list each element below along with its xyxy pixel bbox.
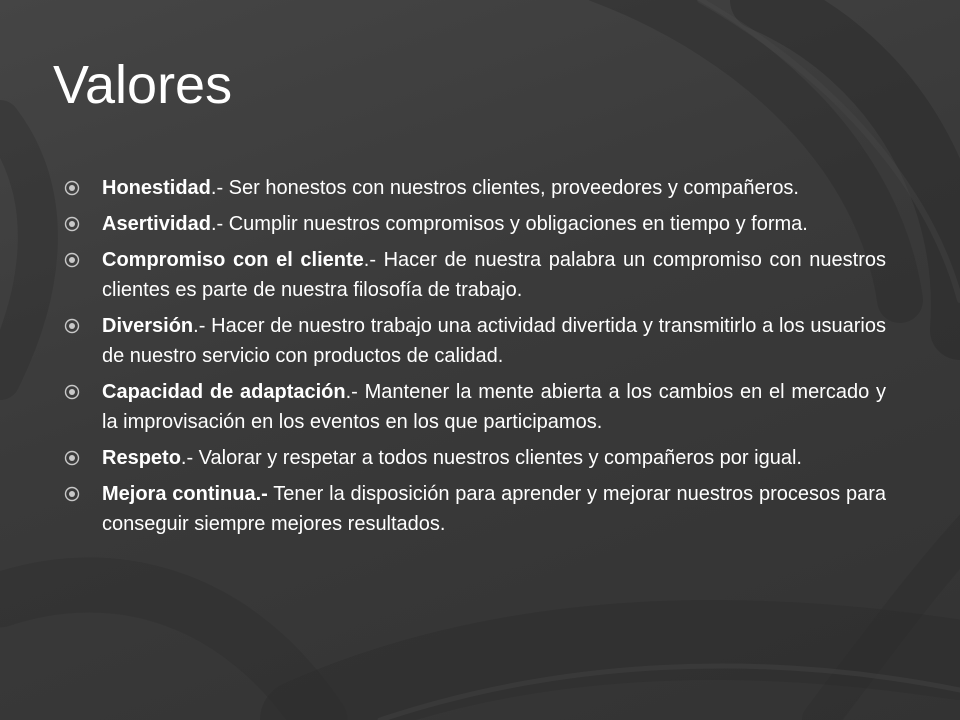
list-item-description: .- Mantener la mente abierta a los cambios en el mercado y la improvisación en los eventos en los que participamos. xyxy=(102,381,886,433)
list-item-term: Respeto xyxy=(102,447,181,469)
circle-dot-icon xyxy=(64,443,102,473)
slide-title: Valores xyxy=(53,55,233,115)
list-item-term: Asertividad xyxy=(102,213,211,235)
list-item-text xyxy=(102,443,886,473)
list-item-term: Capacidad de adaptación xyxy=(102,381,346,403)
list-item-term: Mejora continua.- xyxy=(102,483,268,505)
list-item-description: .- Hacer de nuestra palabra un compromiso con nuestros clientes es parte de nuestra filosofía de trabajo. xyxy=(102,249,886,301)
circle-dot-icon xyxy=(64,245,102,275)
circle-dot-icon xyxy=(64,173,102,203)
list-item-text xyxy=(102,479,886,539)
list-item-description: .- Cumplir nuestros compromisos y obligaciones en tiempo y forma. xyxy=(210,213,808,235)
list-item-text xyxy=(102,377,886,437)
list-item xyxy=(64,209,886,239)
list-item-text xyxy=(102,173,886,203)
list-item-text xyxy=(102,311,886,371)
list-item-text xyxy=(102,245,886,305)
list-item-description: Tener la disposición para aprender y mejorar nuestros procesos para conseguir siempre mejores resultados. xyxy=(102,483,886,535)
list-item-term: Diversión xyxy=(102,315,194,337)
circle-dot-icon xyxy=(64,377,102,407)
list-item xyxy=(64,173,886,203)
list-item-text xyxy=(102,209,886,239)
circle-dot-icon xyxy=(64,311,102,341)
list-item xyxy=(64,245,886,305)
list-item-description: .- Ser honestos con nuestros clientes, proveedores y compañeros. xyxy=(210,177,799,199)
list-item xyxy=(64,443,886,473)
circle-dot-icon xyxy=(64,209,102,239)
list-item-term: Compromiso con el cliente xyxy=(102,249,364,271)
list-item-term: Honestidad xyxy=(102,177,211,199)
list-item xyxy=(64,377,886,437)
values-list xyxy=(64,173,886,545)
list-item-description: .- Valorar y respetar a todos nuestros clientes y compañeros por igual. xyxy=(180,447,802,469)
list-item xyxy=(64,311,886,371)
list-item xyxy=(64,479,886,539)
list-item-description: .- Hacer de nuestro trabajo una actividad divertida y transmitirlo a los usuarios de nuestro servicio con productos de calidad. xyxy=(102,315,886,367)
circle-dot-icon xyxy=(64,479,102,509)
